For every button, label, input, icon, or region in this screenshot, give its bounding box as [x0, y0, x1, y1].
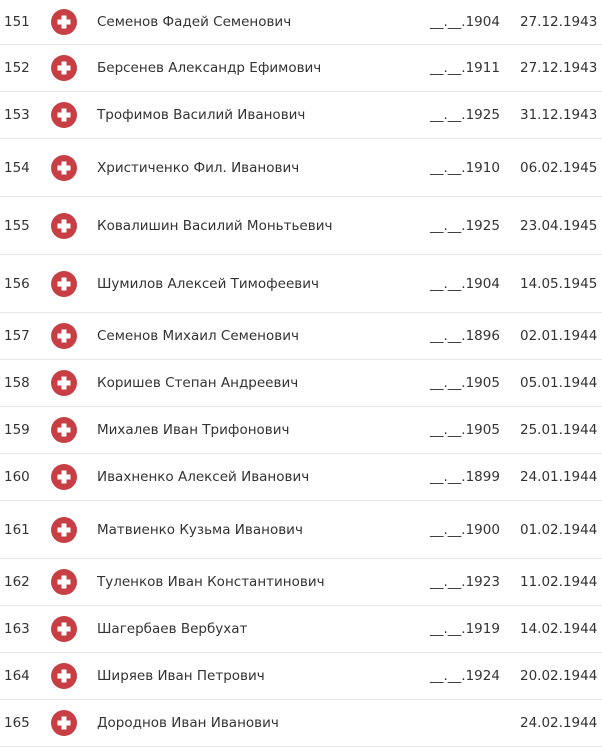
person-name: Ковалишин Василий Моньтьевич	[97, 217, 333, 234]
row-number: 154	[4, 159, 30, 176]
death-date: 06.02.1945	[520, 159, 598, 176]
row-number: 165	[4, 715, 30, 731]
death-date: 25.01.1944	[520, 422, 598, 438]
red-cross-icon[interactable]	[51, 616, 77, 642]
red-cross-icon[interactable]	[51, 271, 77, 297]
death-date: 23.04.1945	[520, 217, 598, 234]
red-cross-icon[interactable]	[51, 417, 77, 443]
row-number: 153	[4, 107, 30, 123]
row-number: 156	[4, 275, 30, 292]
death-date: 31.12.1943	[520, 107, 598, 123]
birth-date: __.__.1919	[430, 621, 500, 637]
row-number: 163	[4, 621, 30, 637]
row-number: 158	[4, 375, 30, 391]
birth-date: __.__.1899	[430, 469, 500, 485]
list-item	[0, 407, 602, 454]
person-name: Христиченко Фил. Иванович	[97, 159, 300, 176]
birth-date: __.__.1904	[430, 275, 500, 292]
row-number: 159	[4, 422, 30, 438]
list-item	[0, 139, 602, 197]
death-date: 02.01.1944	[520, 328, 598, 344]
row-number: 155	[4, 217, 30, 234]
list-item	[0, 501, 602, 559]
person-name: Ширяев Иван Петрович	[97, 668, 265, 684]
row-number: 161	[4, 521, 30, 538]
person-name: Семенов Фадей Семенович	[97, 14, 292, 30]
birth-date: __.__.1925	[430, 107, 500, 123]
death-date: 24.01.1944	[520, 469, 598, 485]
birth-date: __.__.1911	[430, 60, 500, 76]
list-item	[0, 360, 602, 407]
person-name: Дороднов Иван Иванович	[97, 715, 279, 731]
list-item	[0, 700, 602, 747]
death-date: 27.12.1943	[520, 60, 598, 76]
row-number: 160	[4, 469, 30, 485]
red-cross-icon[interactable]	[51, 213, 77, 239]
red-cross-icon[interactable]	[51, 9, 77, 35]
list-item	[0, 606, 602, 653]
birth-date: __.__.1923	[430, 574, 500, 590]
birth-date: __.__.1896	[430, 328, 500, 344]
red-cross-icon[interactable]	[51, 710, 77, 736]
person-name: Матвиенко Кузьма Иванович	[97, 521, 303, 538]
person-name: Михалев Иван Трифонович	[97, 422, 290, 438]
person-name: Коришев Степан Андреевич	[97, 375, 299, 391]
list-item	[0, 45, 602, 92]
list-item	[0, 454, 602, 501]
red-cross-icon[interactable]	[51, 55, 77, 81]
birth-date: __.__.1904	[430, 14, 500, 30]
person-name: Трофимов Василий Иванович	[97, 107, 306, 123]
list-item	[0, 653, 602, 700]
row-number: 152	[4, 60, 30, 76]
death-date: 14.02.1944	[520, 621, 598, 637]
list-item	[0, 0, 602, 45]
death-date: 14.05.1945	[520, 275, 598, 292]
row-number: 162	[4, 574, 30, 590]
death-date: 11.02.1944	[520, 574, 598, 590]
red-cross-icon[interactable]	[51, 323, 77, 349]
list-item	[0, 92, 602, 139]
red-cross-icon[interactable]	[51, 663, 77, 689]
birth-date: __.__.1905	[430, 422, 500, 438]
row-number: 164	[4, 668, 30, 684]
row-number: 151	[4, 14, 30, 30]
death-date: 05.01.1944	[520, 375, 598, 391]
person-name: Шумилов Алексей Тимофеевич	[97, 275, 319, 292]
birth-date: __.__.1910	[430, 159, 500, 176]
birth-date: __.__.1925	[430, 217, 500, 234]
red-cross-icon[interactable]	[51, 517, 77, 543]
death-date: 24.02.1944	[520, 715, 598, 731]
red-cross-icon[interactable]	[51, 464, 77, 490]
birth-date: __.__.1924	[430, 668, 500, 684]
person-name: Берсенев Александр Ефимович	[97, 60, 322, 76]
list-item	[0, 197, 602, 255]
person-name: Шагербаев Вербухат	[97, 621, 248, 637]
person-name: Туленков Иван Константинович	[97, 574, 325, 590]
death-date: 20.02.1944	[520, 668, 598, 684]
person-name: Семенов Михаил Семенович	[97, 328, 299, 344]
red-cross-icon[interactable]	[51, 569, 77, 595]
birth-date: __.__.1900	[430, 521, 500, 538]
red-cross-icon[interactable]	[51, 370, 77, 396]
death-date: 01.02.1944	[520, 521, 598, 538]
list-item	[0, 559, 602, 606]
birth-date: __.__.1905	[430, 375, 500, 391]
list-item	[0, 255, 602, 313]
red-cross-icon[interactable]	[51, 155, 77, 181]
death-date: 27.12.1943	[520, 14, 598, 30]
list-item	[0, 313, 602, 360]
person-name: Ивахненко Алексей Иванович	[97, 469, 310, 485]
red-cross-icon[interactable]	[51, 102, 77, 128]
row-number: 157	[4, 328, 30, 344]
